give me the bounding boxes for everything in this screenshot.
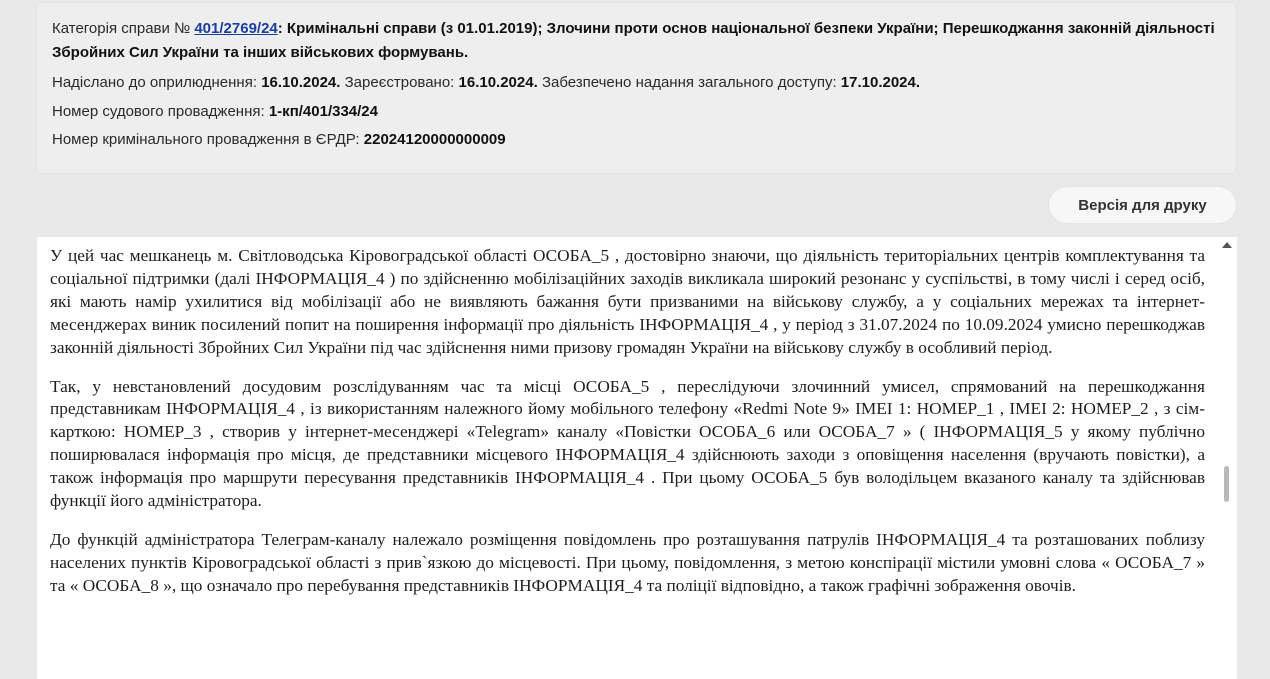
registered-date: 16.10.2024. [458,74,538,91]
access-date: 17.10.2024. [840,74,921,91]
document-paragraph: У цей час мешканець м. Світловодська Кіровоградської області ОСОБА_5 , достовірно знаючи, що діяльність територіальних центрів комплектування та соціальної підтримки (далі ІНФОРМАЦІЯ_4 ) по здійсненню мобілізаційних заходів викликала широкий резонанс у суспільстві, в тому числі і серед осіб, які мають намір ухилитися від мобілізації або не виявляють бажання бути призваними на військову службу, а у соціальних мережах та інтернет-месенджерах виник посилений попит на поширення інформації про діяльність ІНФОРМАЦІЯ_4 , у період з 31.07.2024 по 10.09.2024 умисно перешкоджав законній діяльності Збройних Сил України під час здійснення ними призову громадян України на військову службу в особливий період. [50,246,1205,357]
document-paragraph: Так, у невстановлений досудовим розслідуванням час та місці ОСОБА_5 , переслідуючи злочинний умисел, спрямований на перешкоджання представникам ІНФОРМАЦІЯ_4 , із використанням належного йому мобільного телефону «Redmi Note 9» IMEI 1: НОМЕР_1 , IMEI 2: НОМЕР_2 , з сім-карткою: НОМЕР_3 , створив у інтернет-месенджері «Telegram» каналу «Повістки ОСОБА_6 или ОСОБА_7 » ( ІНФОРМАЦІЯ_5 у якому публічно поширювалася інформація про місця, де представники місцевого ІНФОРМАЦІЯ_4 здійснюють заходи з оповіщення населення (вручають повістки), а також інформація про маршрути пересування представників ІНФОРМАЦІЯ_4 . При цьому ОСОБА_5 був володільцем вказаного каналу та здійснював функції його адміністратора. [50,376,1205,511]
court-proc-number: 1-кп/401/334/24 [268,103,378,120]
document-scrollbar[interactable] [1218,237,1237,679]
document-text [50,245,1205,614]
court-proceeding-line [52,100,1222,124]
document-frame [37,237,1237,679]
sent-label: Надіслано до оприлюднення: [52,74,258,91]
case-category-line [52,17,1222,65]
print-version-button[interactable]: Версія для друку [1049,187,1236,223]
sent-date: 16.10.2024. [261,74,341,91]
scroll-up-arrow-icon[interactable] [1222,242,1232,248]
case-info-panel [37,3,1236,173]
scroll-thumb[interactable] [1224,466,1229,502]
access-label: Забезпечено надання загального доступу: [541,74,837,91]
erdr-label: Номер кримінального провадження в ЄРДР: [52,131,360,148]
erdr-number: 22024120000000009 [363,131,506,148]
court-proc-label: Номер судового провадження: [52,103,265,120]
registered-label: Зареєстровано: [344,74,455,91]
dates-line [52,71,1222,95]
category-label: Категорія справи № [52,20,191,37]
case-number-link[interactable]: 401/2769/24 [194,20,278,37]
document-paragraph: До функцій адміністратора Телеграм-каналу належало розміщення повідомлень про розташування патрулів ІНФОРМАЦІЯ_4 та розташованих поблизу населених пунктів Кіровоградської області з прив`язкою до місцевості. При цьому, повідомлення, з метою конспірації містили умовні слова « ОСОБА_7 » та « ОСОБА_8 », що означало про перебування представників ІНФОРМАЦІЯ_4 та поліції відповідно, а також графічні зображення овочів. [50,529,1205,595]
category-text: : Кримінальні справи (з 01.01.2019); Злочини проти основ національної безпеки України; Перешкоджання законній діяльності Збройних Сил України та інших військових формувань. [52,20,1215,61]
erdr-line [52,128,1222,152]
